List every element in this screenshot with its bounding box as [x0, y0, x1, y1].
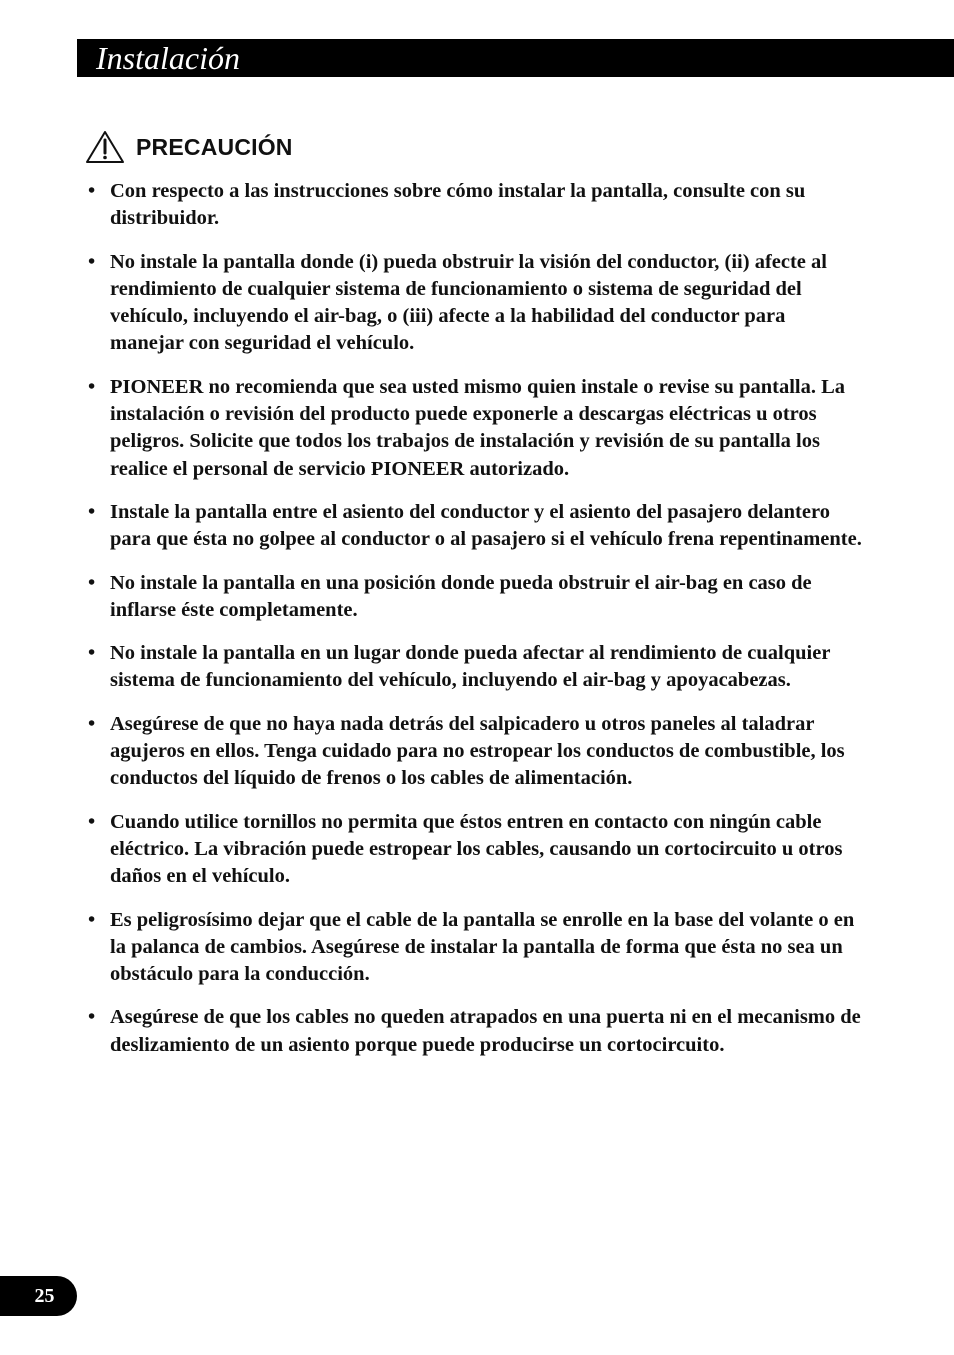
list-item-text: No instale la pantalla en una posición donde pueda obstruir el air-bag en caso de inflarse éste completamente. — [110, 571, 812, 621]
list-item-text: PIONEER no recomienda que sea usted mismo quien instale o revise su pantalla. La instalación o revisión del producto puede exponerle a descargas eléctricas u otros peligros. Solicite que todos los trabajos de instalación y revisión de su pantalla los realice el personal de servicio PIONEER autorizado. — [110, 375, 846, 480]
bullet-icon: • — [88, 571, 96, 594]
list-item — [88, 907, 863, 989]
list-item-text: Instale la pantalla entre el asiento del conductor y el asiento del pasajero delantero para que ésta no golpee al conductor o al pasajero si el vehículo frena repentinamente. — [110, 500, 862, 551]
list-item — [88, 499, 863, 554]
list-item — [88, 249, 863, 358]
bullet-icon: • — [88, 908, 96, 931]
warning-triangle-icon — [85, 130, 125, 164]
list-item-text: No instale la pantalla en un lugar donde pueda afectar al rendimiento de cualquier sistema de funcionamiento del vehículo, incluyendo el air-bag y apoyacabezas. — [110, 642, 831, 692]
list-item — [88, 711, 863, 793]
section-title: Instalación — [96, 40, 240, 76]
list-item-text: Asegúrese de que no haya nada detrás del salpicadero u otros paneles al taladrar agujeros en ellos. Tenga cuidado para no estropear los conductos de combustible, los conductos del líquido de frenos o los cables de alimentación. — [110, 712, 845, 790]
list-item — [88, 374, 863, 483]
page-number: 25 — [34, 1284, 55, 1307]
list-item — [88, 809, 863, 891]
bullet-icon: • — [88, 375, 96, 398]
caution-list — [88, 178, 863, 1075]
bullet-icon: • — [88, 712, 96, 735]
list-item-text: No instale la pantalla donde (i) pueda obstruir la visión del conductor, (ii) afecte al rendimiento de cualquier sistema de funcionamiento o sistema de seguridad del vehículo, incluyendo el air-bag, o (iii) afecte a la habilidad del conductor para manejar con seguridad el vehículo. — [110, 250, 827, 355]
section-header-bar — [77, 39, 954, 77]
bullet-icon: • — [88, 180, 96, 202]
list-item-text: Es peligrosísimo dejar que el cable de la pantalla se enrolle en la base del volante o en la palanca de cambios. Asegúrese de instalar la pantalla de forma que ésta no sea un obstáculo para la conducción. — [110, 908, 855, 986]
list-item — [88, 1004, 863, 1059]
caution-heading — [85, 130, 293, 164]
list-item-text: Con respecto a las instrucciones sobre cómo instalar la pantalla, consulte con su distribuidor. — [110, 180, 806, 230]
caution-title: PRECAUCIÓN — [136, 133, 293, 160]
list-item — [88, 640, 863, 695]
bullet-icon: • — [88, 250, 96, 273]
bullet-icon: • — [88, 810, 96, 833]
list-item — [88, 570, 863, 625]
bullet-icon: • — [88, 642, 96, 665]
list-item-text: Cuando utilice tornillos no permita que éstos entren en contacto con ningún cable eléctrico. La vibración puede estropear los cables, causando un cortocircuito u otros daños en el vehículo. — [110, 810, 843, 888]
list-item — [88, 178, 863, 233]
bullet-icon: • — [88, 1006, 96, 1029]
page-number-tab — [0, 1276, 77, 1316]
list-item-text: Asegúrese de que los cables no queden atrapados en una puerta ni en el mecanismo de deslizamiento de un asiento porque puede producirse un cortocircuito. — [110, 1006, 861, 1056]
bullet-icon: • — [88, 500, 96, 523]
